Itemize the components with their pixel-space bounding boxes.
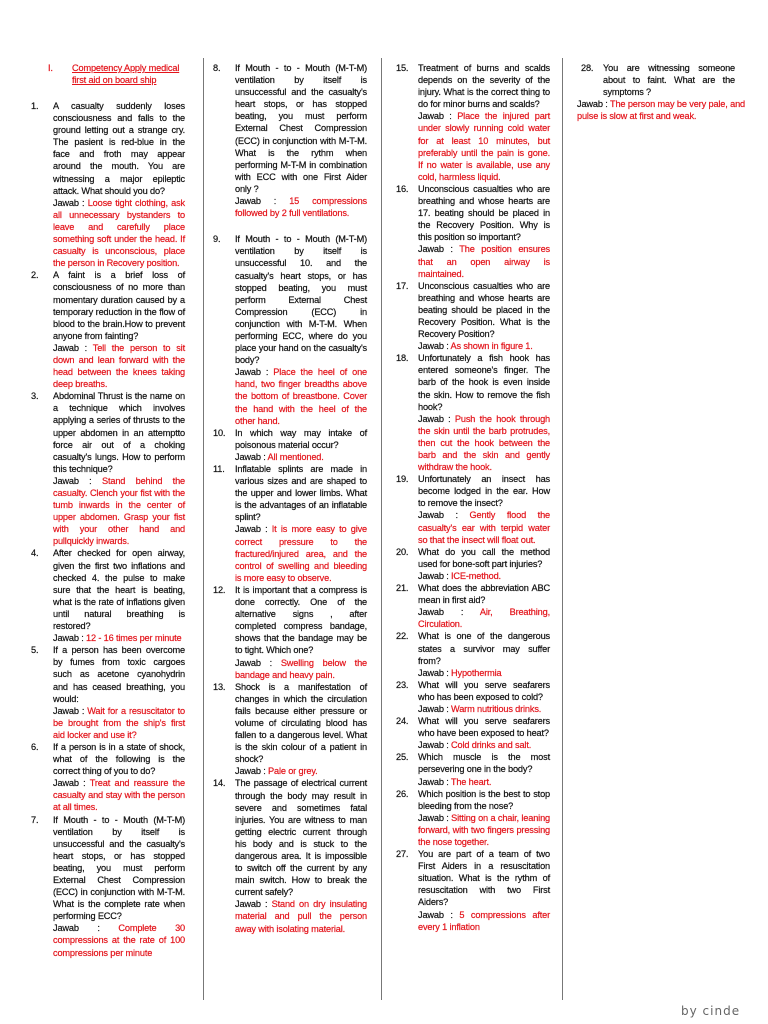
qa-item	[211, 233, 367, 427]
answer-text: Wait for a resuscitator to be brought from the ship's first aid locker and use it?	[53, 705, 185, 740]
question-text: What will you serve seafarers who have been exposed to heat?	[418, 716, 550, 739]
question-text: Inflatable splints are made in various sizes and are shaped to the upper and lower limbs. What is the advantages of an inflatable splint?	[235, 464, 367, 523]
answer-label: Jawab :	[53, 705, 85, 716]
answer-line	[418, 570, 550, 582]
item-number: 18.	[396, 353, 409, 364]
question-text: A faint is a brief loss of consciousness of no more than momentary duration caused by a temporary reduction in the flow of blood to the brain.How to prevent anyone from fainting?	[53, 270, 185, 341]
answer-line	[418, 509, 550, 545]
answer-label: Jawab :	[418, 570, 449, 581]
question-text: Unfortunately an insect has become lodged in the ear. How to remove the insect?	[418, 474, 550, 509]
answer-line	[53, 475, 185, 548]
answer-line	[235, 195, 367, 219]
answer-text: The position ensures that an open airway is maintained.	[418, 244, 550, 279]
question-list	[394, 62, 550, 933]
item-number: 1.	[31, 101, 39, 111]
qa-item	[394, 848, 550, 933]
answer-label: Jawab :	[418, 341, 449, 352]
answer-text: Gently flood the casualty's ear with terpid water so that the insect will float out.	[418, 510, 551, 545]
item-number: 3.	[31, 391, 39, 402]
item-number: 19.	[396, 474, 409, 485]
qa-item	[394, 546, 550, 582]
answer-label: Jawab :	[418, 413, 451, 424]
question-text: If Mouth - to - Mouth (M-T-M) ventilation by itself is unsuccessful and the casualty's heart stops, or has stopped beating, you must perform External Chest Compression (ECC) in conjunction with M-T-M. What is the rythm when performing M-T-M in combination with ECC with one First Aider only ?	[235, 63, 367, 194]
answer-label: Jawab :	[53, 778, 86, 789]
answer-label: Jawab :	[418, 909, 453, 920]
answer-text: 12 - 16 times per minute	[86, 633, 182, 644]
item-number: 23.	[396, 679, 409, 690]
qa-item	[394, 788, 550, 848]
question-text: What will you serve seafarers who has been exposed to cold?	[418, 679, 550, 702]
answer-text: Loose tight clothing, ask all unnecessary bystanders to leave and carefully place something soft under the head. If casualty is unconscious, place the person in Recovery position.	[53, 197, 185, 269]
answer-label: Jawab :	[418, 776, 449, 787]
qa-item	[394, 630, 550, 678]
section-title: Competency Apply medical first aid on board ship	[72, 63, 180, 86]
question-text: Shock is a manifestation of changes in which the circulation fails because either pressure or volume of circulating blood has fallen to a dangerous level. What is the skin colour of a patient in shock?	[235, 681, 367, 765]
column-divider	[562, 58, 563, 1000]
qa-item	[394, 473, 550, 546]
qa-item	[211, 62, 367, 219]
question-text: The passage of electrical current through the body may result in severe and sometimes fatal injuries. You are witness to man getting electric current through his body and is stuck to the dangerous area. It is impossible to switch off the current by any main switch. How to break the current safely?	[235, 778, 367, 898]
answer-label: Jawab :	[418, 740, 449, 751]
question-text: What do you call the method used for bone-soft part injuries?	[418, 546, 550, 569]
answer-text: Tell the person to sit down and lean forward with the head between the knees taking deep breaths.	[53, 342, 185, 390]
answer-label: Jawab :	[235, 367, 269, 378]
qa-item	[211, 463, 367, 584]
item-number: 5.	[31, 645, 39, 656]
item-number: 6.	[31, 741, 39, 752]
answer-text: Treat and reassure the casualty and stay with the person at all times.	[53, 778, 185, 813]
answer-label: Jawab :	[418, 812, 449, 823]
question-text: A casualty suddenly loses consciousness and falls to the ground letting out a strange cry. The pasient is red-blue in the face and froth may appear around the mouth. You are witnessing a major epileptic attack. What should you do?	[53, 101, 185, 196]
qa-item	[394, 679, 550, 715]
answer-label: Jawab :	[418, 510, 458, 521]
column-4	[577, 62, 745, 122]
question-text: If a person has been overcome by fumes from toxic cargoes such as acetone cyanohydrin and has ceased breathing, you would:	[53, 645, 185, 704]
answer-label: Jawab :	[235, 657, 273, 668]
item-number: 7.	[31, 814, 39, 825]
qa-item	[29, 100, 185, 269]
answer-label: Jawab :	[577, 99, 608, 110]
qa-item	[211, 777, 367, 934]
answer-text: The heart.	[450, 776, 492, 787]
question-text: You are part of a team of two First Aiders in a resuscitation situation. What is the rythm of resuscitation with two First Aiders?	[418, 849, 550, 908]
qa-item	[211, 427, 367, 463]
item-number: 17.	[396, 280, 409, 291]
answer-line	[418, 812, 550, 848]
answer-line	[418, 243, 550, 279]
question-list	[577, 62, 745, 122]
answer-line	[418, 739, 550, 751]
answer-line	[418, 776, 550, 788]
item-number: 21.	[396, 583, 409, 594]
section-heading	[29, 62, 189, 88]
column-3	[394, 62, 550, 933]
answer-label: Jawab :	[53, 342, 88, 353]
question-text: If a person is in a state of shock, what of the following is the correct thing of you to do?	[53, 741, 185, 777]
question-text: You are witnessing someone about to faint. What are the symptoms ?	[603, 63, 735, 98]
answer-text: Warm nutritious drinks.	[451, 703, 542, 714]
answer-text: Hypothermia	[451, 667, 502, 678]
item-number: 9.	[213, 234, 221, 245]
qa-item	[29, 644, 185, 741]
answer-text: Swelling below the bandage and heavy pain.	[235, 657, 367, 680]
answer-line	[53, 197, 185, 270]
qa-item	[394, 183, 550, 280]
answer-label: Jawab :	[418, 607, 464, 618]
qa-item	[29, 390, 185, 547]
answer-text: Sitting on a chair, leaning forward, with two fingers pressing the nose together.	[418, 812, 550, 847]
answer-label: Jawab :	[418, 703, 449, 714]
answer-line	[235, 366, 367, 426]
answer-label: Jawab :	[418, 111, 452, 122]
answer-line	[235, 451, 367, 463]
item-number: 22.	[396, 631, 409, 642]
item-number: 16.	[396, 183, 409, 194]
item-number: 25.	[396, 752, 409, 763]
answer-line	[235, 657, 367, 681]
answer-line	[53, 705, 185, 741]
author-signature: by cinde	[681, 1004, 741, 1018]
answer-text: As shown in figure 1.	[450, 341, 533, 352]
question-text: Which muscle is the most persevering one in the body?	[418, 752, 550, 775]
question-text: Treatment of burns and scalds depends on the severity of the injury. What is the correct thing to do for minor burns and scalds?	[418, 63, 550, 110]
answer-text: Pale or grey.	[268, 766, 318, 777]
answer-text: Place the injured part under slowly running cold water for at least 10 minutes, but preferably until the pain is gone. If no water is available, use any cold, harmless liquid.	[418, 111, 550, 182]
answer-label: Jawab :	[418, 667, 449, 678]
answer-text: Place the heel of one hand, two finger breadths above the bottom of breastbone. Cover the hand with the heel of the other hand.	[235, 367, 367, 426]
answer-label: Jawab :	[235, 451, 266, 462]
item-number: 11.	[213, 464, 225, 474]
question-text: Which position is the best to stop bleeding from the nose?	[418, 788, 550, 811]
answer-line	[235, 898, 367, 934]
answer-text: Stand behind the casualty. Clench your fist with the tumb inwards in the center of upper abdomen. Grasp your fist with your other hand and pullquickly inwards.	[53, 475, 186, 547]
question-text: In which way may intake of poisonous material occur?	[235, 427, 367, 450]
answer-line	[418, 667, 550, 679]
answer-text: 15 compressions followed by 2 full ventilations.	[235, 196, 367, 219]
answer-label: Jawab :	[53, 475, 92, 486]
section-number: I.	[48, 63, 53, 73]
answer-line	[53, 342, 185, 390]
qa-item	[394, 715, 550, 751]
answer-line	[53, 632, 185, 644]
qa-item	[394, 582, 550, 630]
answer-text: Cold drinks and salt.	[451, 740, 532, 751]
item-number: 10.	[213, 427, 226, 438]
answer-text: Complete 30 compressions at the rate of 100 compressions per minute	[53, 923, 185, 958]
qa-item	[29, 547, 185, 644]
answer-line	[418, 909, 550, 933]
column-2	[211, 62, 367, 935]
question-text: Abdominal Thrust is the name on a technique which involves applying a series of thrusts to the upper abdomen in an attemptto force air out of a choking casualty's lungs. How to perform this technique?	[53, 391, 185, 474]
question-text: If Mouth - to - Mouth (M-T-M) ventilation by itself is unsuccessful and the casualty's heart stops, or has stopped beating, you must perform External Chest Compression (ECC) in conjunction with M-T-M. What is the complete rate when performing ECC?	[53, 814, 185, 922]
answer-line	[418, 340, 550, 352]
item-number: 4.	[31, 548, 39, 559]
qa-item	[29, 741, 185, 814]
answer-label: Jawab :	[235, 899, 268, 910]
answer-line	[418, 606, 550, 630]
answer-text: Air, Breathing, Circulation.	[418, 607, 550, 630]
answer-line	[235, 765, 367, 777]
qa-item	[29, 814, 185, 959]
answer-label: Jawab :	[53, 197, 85, 208]
question-text: If Mouth - to - Mouth (M-T-M) ventilation by itself is unsuccessful 10. and the casualty's heart stops, or has stopped beating, you must perform External Chest Compression (ECC) in conjunction with M-T-M. When performing ECC, where do you place your hand on the casualty's body?	[235, 234, 367, 366]
question-text: Unfortunately a fish hook has entered someone's finger. The barb of the hook is even inside the skin. How to remove the fish hook?	[418, 353, 550, 412]
question-text: After checked for open airway, given the first two inflations and checked 4. the pulse to make sure that the heart is beating, what is the rate of inflations given until natural breathing is restored?	[53, 548, 185, 632]
answer-line	[235, 523, 367, 583]
item-number: 14.	[213, 778, 226, 789]
answer-line	[577, 98, 745, 122]
question-text: Unconscious casualties who are breathing and whose hearts are 17. beating should be placed in the Recovery Position. Why is this position so important?	[418, 183, 550, 243]
qa-item	[394, 280, 550, 353]
question-list	[211, 62, 367, 935]
answer-label: Jawab :	[235, 196, 277, 207]
qa-item	[577, 62, 745, 122]
answer-label: Jawab :	[53, 923, 100, 934]
qa-item	[211, 584, 367, 681]
answer-line	[53, 922, 185, 958]
column-1	[29, 100, 185, 959]
answer-text: 5 compressions after every 1 inflation	[418, 909, 550, 932]
item-number: 20.	[396, 546, 409, 557]
question-text: Unconscious casualties who are breathing and whose hearts are beating should be placed in the Recovery Position. What is the Recovery Position?	[418, 280, 550, 340]
question-list	[29, 100, 185, 959]
item-number: 27.	[396, 849, 409, 860]
answer-text: Stand on dry insulating material and pull the person away with isolating material.	[235, 899, 367, 934]
item-number: 28.	[581, 63, 594, 73]
question-text: What is one of the dangerous states a survivor may suffer from?	[418, 631, 550, 666]
item-number: 8.	[213, 63, 221, 73]
item-number: 24.	[396, 716, 409, 727]
answer-line	[418, 703, 550, 715]
answer-label: Jawab :	[53, 633, 84, 644]
answer-text: It is more easy to give correct pressure to the fractured/injured area, and the control of swelling and bleeding is more easy to observe.	[235, 524, 367, 583]
qa-item	[211, 681, 367, 778]
qa-item	[394, 751, 550, 787]
item-number: 13.	[213, 681, 226, 692]
item-number: 2.	[31, 270, 39, 281]
answer-text: The person may be very pale, and pulse is slow at first and weak.	[577, 99, 745, 122]
answer-text: Push the hook through the skin until the barb protrudes, then cut the hook between the barb and the skin and gently withdraw the hook.	[418, 413, 550, 473]
answer-label: Jawab :	[418, 244, 453, 255]
question-text: It is important that a compress is done correctly. One of the alternative signs , after completed compress bandage, shows that the bandage may be to tight. Which one?	[235, 584, 367, 656]
question-text: What does the abbreviation ABC mean in first aid?	[418, 583, 550, 606]
qa-item	[394, 62, 550, 183]
qa-item	[29, 269, 185, 390]
qa-item	[394, 352, 550, 473]
answer-label: Jawab :	[235, 524, 268, 535]
column-divider	[203, 58, 204, 1000]
column-divider	[381, 58, 382, 1000]
answer-label: Jawab :	[235, 766, 266, 777]
answer-text: ICE-method.	[451, 570, 501, 581]
answer-text: All mentioned.	[267, 451, 324, 462]
item-number: 26.	[396, 788, 409, 799]
answer-line	[418, 413, 550, 473]
answer-line	[418, 110, 550, 183]
item-number: 15.	[396, 63, 409, 73]
answer-line	[53, 777, 185, 813]
item-number: 12.	[213, 584, 226, 595]
